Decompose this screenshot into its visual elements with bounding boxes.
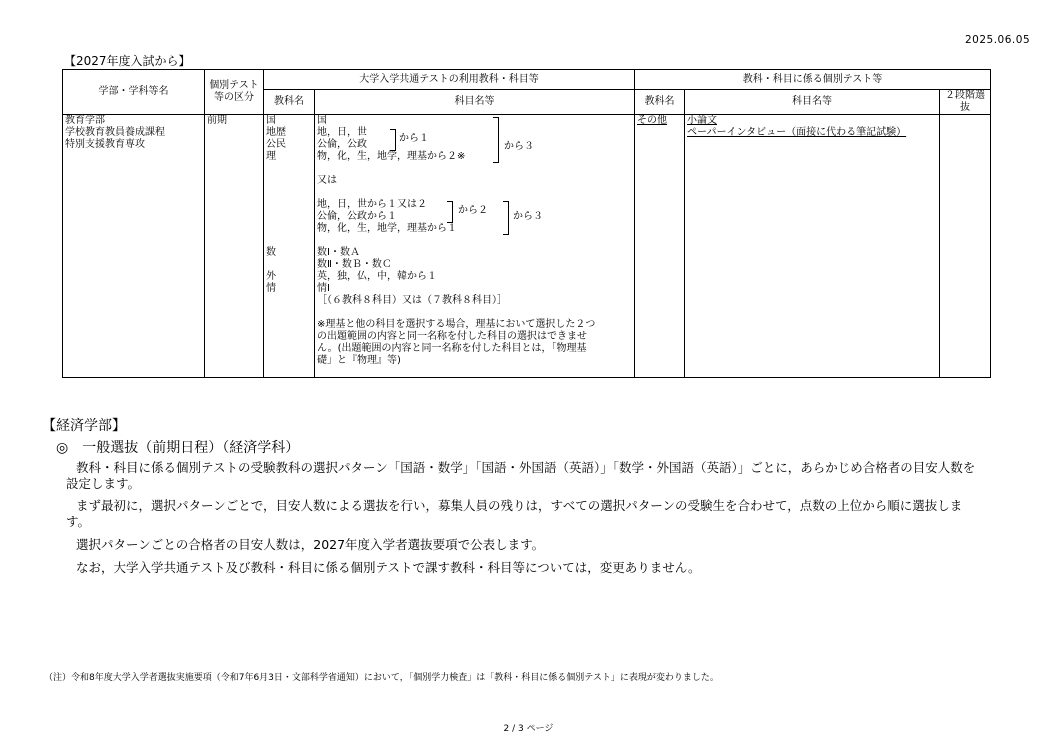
header-subject: 教科名 bbox=[264, 90, 315, 115]
course-line: 英，独，仏，中，韓から１ bbox=[317, 271, 437, 282]
brace-label: から３ bbox=[504, 141, 534, 152]
brace-bracket bbox=[493, 117, 499, 163]
course-line: 公倫，公政 bbox=[317, 139, 367, 150]
faculty-line: 教育学部 bbox=[65, 115, 105, 126]
subject-line: 国 bbox=[266, 115, 276, 126]
course-line: 国 bbox=[317, 115, 327, 126]
course-line: ［（６教科８科目）又は（７教科８科目）］ bbox=[317, 295, 507, 306]
brace-bracket bbox=[447, 201, 453, 223]
header-two-stage: ２段階選抜 bbox=[940, 90, 991, 115]
header-common-test: 大学入学共通テストの利用教科・科目等 bbox=[264, 70, 635, 90]
course-line: 地，日，世から１又は２ bbox=[317, 199, 427, 210]
course-line: 数Ⅰ・数Ａ bbox=[317, 247, 360, 258]
header-course-individual: 科目名等 bbox=[685, 90, 940, 115]
faculty-cell bbox=[63, 115, 205, 378]
economics-subheading: ◎ 一般選抜（前期日程）（経済学科） bbox=[56, 440, 300, 456]
brace-label: から３ bbox=[513, 211, 543, 222]
course-line: 物，化，生，地学，理基から２※ bbox=[317, 151, 466, 162]
subject-cell bbox=[264, 115, 315, 378]
subject-line: 情 bbox=[266, 283, 276, 294]
course-line: 地，日，世 bbox=[317, 127, 367, 138]
economics-heading: 【経済学部】 bbox=[42, 418, 126, 434]
course-line: 公倫，公政から１ bbox=[317, 211, 397, 222]
course-line: 物，化，生，地学，理基から１ bbox=[317, 223, 457, 234]
subject-line: 外 bbox=[266, 271, 276, 282]
economics-paragraph: 教科・科目に係る個別テストの受験教科の選択パターン「国語・数学」「国語・外国語（英語）」「数学・外国語（英語）」ごとに，あらかじめ合格者の目安人数を設定します。 bbox=[66, 460, 976, 491]
subject-line: 公民 bbox=[266, 139, 286, 150]
brace-label: から２ bbox=[458, 205, 488, 216]
subject-line: 理 bbox=[266, 151, 276, 162]
brace-label: から１ bbox=[399, 133, 429, 144]
header-course: 科目名等 bbox=[315, 90, 635, 115]
course-note-line: 礎」と『物理』等) bbox=[317, 355, 401, 366]
economics-paragraph: なお，大学入学共通テスト及び教科・科目に係る個別テストで課す教科・科目等については，変更ありません。 bbox=[76, 560, 701, 575]
course-line: 数Ⅱ・数Ｂ・数Ｃ bbox=[317, 259, 392, 270]
course-note-line: の出題範囲の内容と同一名称を付した科目の選択はできませ bbox=[317, 331, 587, 342]
individual-subject: その他 bbox=[637, 115, 668, 126]
category-cell: 前期 bbox=[205, 115, 264, 378]
faculty-line: 特別支援教育専攻 bbox=[65, 139, 145, 150]
footnote: （注）令和8年度大学入学者選抜実施要項（令和7年6月3日・文部科学省通知）において，「個別学力検査」は「教科・科目に係る個別テスト」に表現が変わりました。 bbox=[44, 673, 719, 683]
header-faculty: 学部・学科等名 bbox=[63, 70, 205, 115]
course-note-line: ん。(出題範囲の内容と同一名称を付した科目とは，「物理基 bbox=[317, 343, 587, 354]
economics-paragraph: 選択パターンごとの合格者の目安人数は，2027年度入学者選抜要項で公表します。 bbox=[76, 537, 545, 552]
header-subject-individual: 教科名 bbox=[635, 90, 685, 115]
brace-bracket bbox=[390, 129, 396, 151]
or-text: 又は bbox=[317, 175, 337, 186]
economics-paragraph: まず最初に，選択パターンごとで，目安人数による選抜を行い，募集人員の残りは，すべての選択パターンの受験生を合わせて，点数の上位から順に選抜します。 bbox=[66, 498, 963, 529]
faculty-line: 学校教育教員養成課程 bbox=[65, 127, 165, 138]
subject-line bbox=[266, 259, 312, 271]
two-stage-cell bbox=[940, 115, 991, 378]
section-heading-2027: 【2027年度入試から】 bbox=[64, 54, 191, 68]
course-cell bbox=[315, 115, 635, 378]
individual-course-line: 小論文 bbox=[687, 115, 718, 126]
header-category: 個別テスト等の区分 bbox=[205, 70, 264, 115]
document-date: 2025.06.05 bbox=[965, 34, 1031, 46]
header-individual-test: 教科・科目に係る個別テスト等 bbox=[635, 70, 991, 90]
individual-course-cell bbox=[685, 115, 940, 378]
individual-subject-cell bbox=[635, 115, 685, 378]
course-line: 情Ⅰ bbox=[317, 283, 330, 294]
subject-line: 数 bbox=[266, 247, 276, 258]
brace-bracket bbox=[503, 201, 509, 235]
course-note-line: ※理基と他の科目を選択する場合，理基において選択した２つ bbox=[317, 319, 596, 330]
admissions-table bbox=[62, 69, 991, 378]
page-number: 2 / 3 ページ bbox=[503, 724, 554, 734]
individual-course-line: ペーパーインタビュー（面接に代わる筆記試験） bbox=[687, 127, 907, 138]
subject-line: 地歴 bbox=[266, 127, 286, 138]
